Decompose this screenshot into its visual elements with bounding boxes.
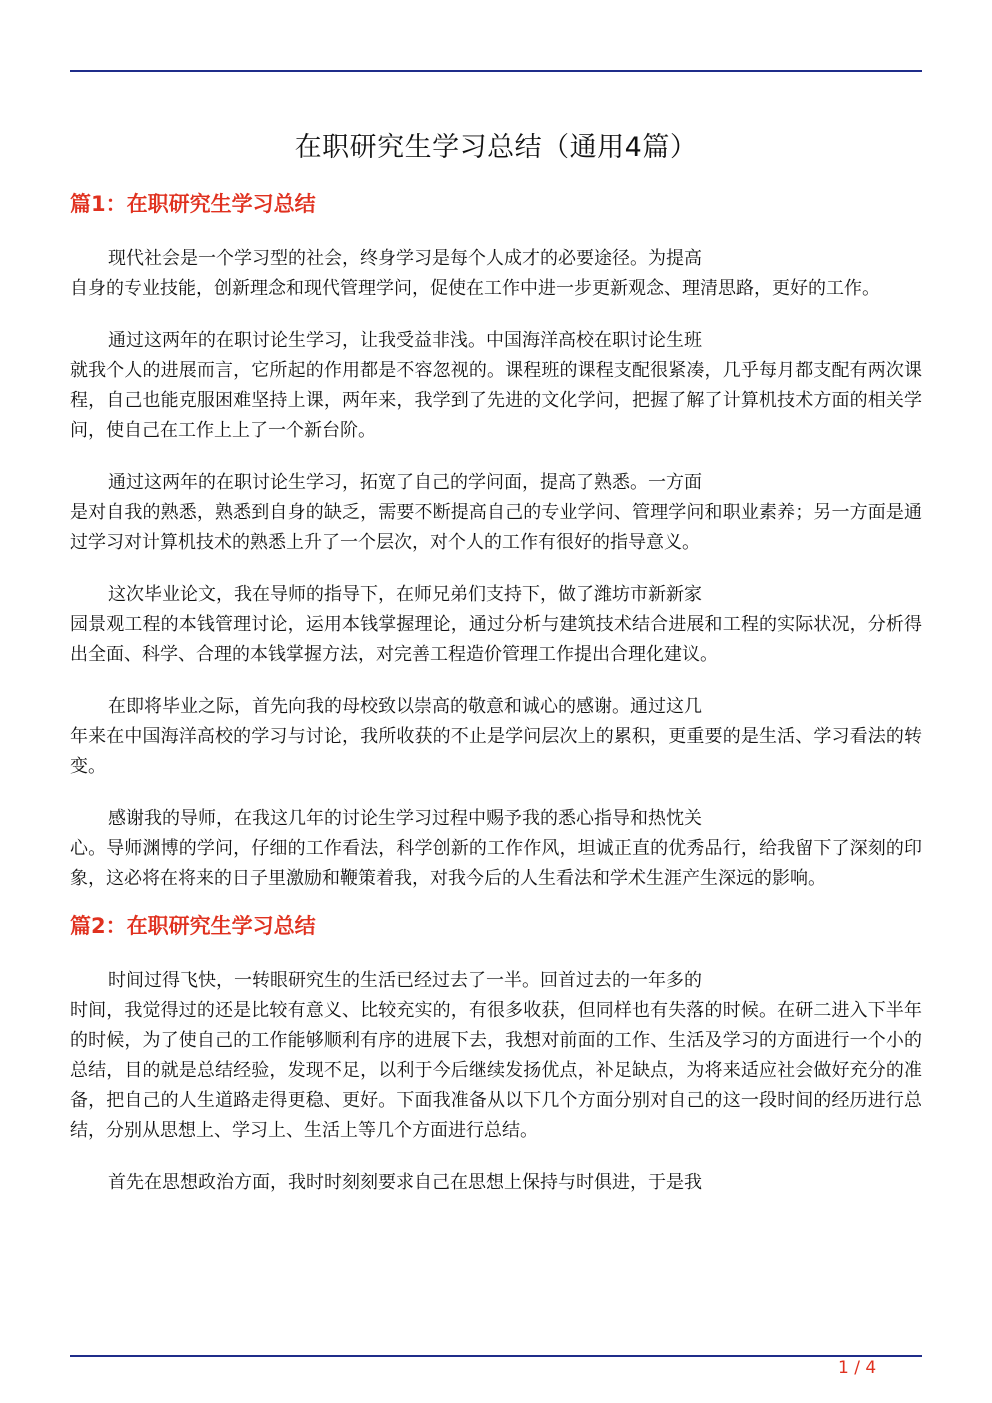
paragraph-first-line: 这次毕业论文，我在导师的指导下，在师兄弟们支持下，做了潍坊市新新家 bbox=[108, 584, 702, 605]
paragraph-body: 就我个人的进展而言，它所起的作用都是不容忽视的。课程班的课程支配很紧凑，几乎每月都支配有两次课程，自己也能克服困难坚持上课，两年来，我学到了先进的文化学问，把握了解了计算机技术方面的相关学问，使自己在工作上上了一个新台阶。 bbox=[70, 360, 922, 441]
paragraph-first-line: 首先在思想政治方面，我时时刻刻要求自己在思想上保持与时俱进，于是我 bbox=[108, 1172, 702, 1193]
paragraph bbox=[70, 244, 922, 304]
paragraph-first-line: 感谢我的导师，在我这几年的讨论生学习过程中赐予我的悉心指导和热忱关 bbox=[108, 808, 702, 829]
paragraph bbox=[70, 468, 922, 558]
paragraph-body: 心。导师渊博的学问，仔细的工作看法，科学创新的工作作风，坦诚正直的优秀品行，给我留下了深刻的印象，这必将在将来的日子里激励和鞭策着我，对我今后的人生看法和学术生涯产生深远的影响。 bbox=[70, 838, 922, 889]
paragraph-first-line: 在即将毕业之际，首先向我的母校致以崇高的敬意和诚心的感谢。通过这几 bbox=[108, 696, 702, 717]
paragraph-body: 是对自我的熟悉，熟悉到自身的缺乏，需要不断提高自己的专业学问、管理学问和职业素养；另一方面是通过学习对计算机技术的熟悉上升了一个层次，对个人的工作有很好的指导意义。 bbox=[70, 502, 922, 553]
paragraph bbox=[70, 580, 922, 670]
paragraph-body: 自身的专业技能，创新理念和现代管理学问，促使在工作中进一步更新观念、理清思路，更好的工作。 bbox=[70, 278, 880, 299]
paragraph-first-line: 现代社会是一个学习型的社会，终身学习是每个人成才的必要途径。为提高 bbox=[108, 248, 702, 269]
paragraph bbox=[70, 692, 922, 782]
section-heading: 篇1：在职研究生学习总结 bbox=[70, 192, 316, 216]
header-rule bbox=[70, 70, 922, 72]
paragraph-first-line: 通过这两年的在职讨论生学习，让我受益非浅。中国海洋高校在职讨论生班 bbox=[108, 330, 702, 351]
paragraph-first-line: 通过这两年的在职讨论生学习，拓宽了自己的学问面，提高了熟悉。一方面 bbox=[108, 472, 702, 493]
paragraph bbox=[70, 966, 922, 1146]
paragraph bbox=[70, 804, 922, 894]
page-number: 1 / 4 bbox=[838, 1358, 877, 1378]
paragraph-body: 时间，我觉得过的还是比较有意义、比较充实的，有很多收获，但同样也有失落的时候。在研二进入下半年的时候，为了使自己的工作能够顺利有序的进展下去，我想对前面的工作、生活及学习的方面进行一个小的总结，目的就是总结经验，发现不足，以利于今后继续发扬优点，补足缺点，为将来适应社会做好充分的准备，把自己的人生道路走得更稳、更好。下面我准备从以下几个方面分别对自己的这一段时间的经历进行总结，分别从思想上、学习上、生活上等几个方面进行总结。 bbox=[70, 1000, 922, 1141]
document-body bbox=[70, 186, 922, 1198]
footer-rule bbox=[70, 1355, 922, 1357]
paragraph bbox=[70, 1168, 922, 1198]
paragraph bbox=[70, 326, 922, 446]
document-title: 在职研究生学习总结（通用4篇） bbox=[294, 132, 698, 163]
paragraph-body: 园景观工程的本钱管理讨论，运用本钱掌握理论，通过分析与建筑技术结合进展和工程的实际状况，分析得出全面、科学、合理的本钱掌握方法，对完善工程造价管理工作提出合理化建议。 bbox=[70, 614, 922, 665]
section-heading: 篇2：在职研究生学习总结 bbox=[70, 914, 316, 938]
paragraph-body: 年来在中国海洋高校的学习与讨论，我所收获的不止是学问层次上的累积，更重要的是生活、学习看法的转变。 bbox=[70, 726, 922, 777]
paragraph-first-line: 时间过得飞快，一转眼研究生的生活已经过去了一半。回首过去的一年多的 bbox=[108, 970, 702, 991]
